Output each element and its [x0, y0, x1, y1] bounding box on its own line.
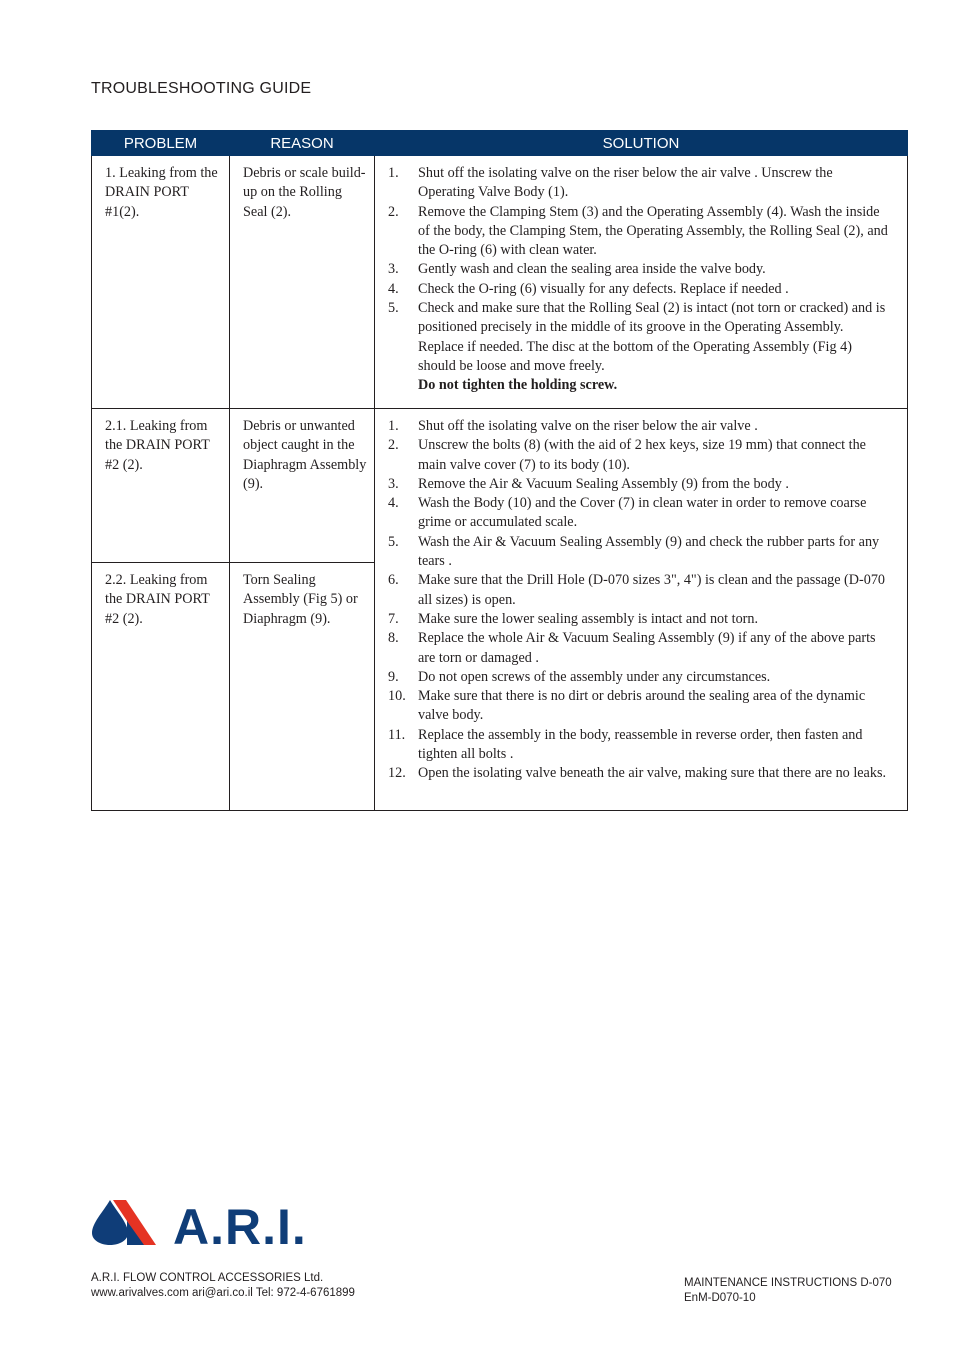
doc-title: MAINTENANCE INSTRUCTIONS D-070	[684, 1277, 892, 1289]
step-number: 11.	[388, 726, 406, 743]
step-text: Make sure the lower sealing assembly is intact and not torn.	[418, 610, 759, 627]
step-text: Remove the Clamping Stem (3) and the Operating Assembly (4). Wash the inside of the body, the Clamping Stem, the Operating Assembly, the Rolling Seal (2), and the O-ring (6) with clean water.	[418, 203, 888, 259]
warning-note: Do not tighten the holding screw.	[418, 377, 618, 394]
solution-step	[388, 610, 891, 629]
step-number: 4.	[388, 280, 399, 297]
step-number: 2.	[388, 203, 399, 220]
solution-steps	[388, 417, 891, 784]
step-text: Unscrew the bolts (8) (with the aid of 2 hex keys, size 19 mm) that connect the main valve cover (7) to its body (10).	[418, 437, 866, 473]
solution-step	[388, 629, 891, 668]
step-number: 4.	[388, 495, 399, 512]
company-name: A.R.I. FLOW CONTROL ACCESSORIES Ltd.	[91, 1272, 324, 1284]
step-number: 7.	[388, 610, 399, 627]
solution-step	[388, 475, 891, 494]
step-text: Open the isolating valve beneath the air valve, making sure that there are no leaks.	[418, 765, 887, 782]
step-text: Make sure that there is no dirt or debris around the sealing area of the dynamic valve body.	[418, 688, 866, 724]
step-number: 3.	[388, 261, 399, 278]
step-text: Replace the whole Air & Vacuum Sealing Assembly (9) if any of the above parts are torn or damaged .	[418, 630, 876, 666]
solution-step	[388, 436, 891, 475]
solution-step	[388, 203, 891, 261]
solution-cell	[375, 409, 908, 811]
company-contact: www.arivalves.com ari@ari.co.il Tel: 972-4-6761899	[91, 1286, 355, 1299]
solution-step	[388, 260, 891, 279]
solution-step	[388, 726, 891, 765]
table-header-row	[92, 131, 908, 156]
solution-step	[388, 533, 891, 572]
solution-step	[388, 687, 891, 726]
troubleshooting-table	[91, 130, 908, 811]
reason-cell: Debris or unwanted object caught in the Diaphragm Assembly (9).	[230, 409, 375, 563]
problem-cell: 2.1. Leaking from the DRAIN PORT #2 (2).	[92, 409, 230, 563]
reason-cell: Torn Sealing Assembly (Fig 5) or Diaphragm (9).	[230, 563, 375, 811]
step-text: Do not open screws of the assembly under any circumstances.	[418, 668, 771, 685]
step-text: Check and make sure that the Rolling Seal (2) is intact (not torn or cracked) and is positioned precisely in the middle of its groove in the Operating Assembly. Replace if needed. The disc at the bottom of the Operating Assembly (Fig 4) should be loose and move freely.	[418, 300, 886, 374]
solution-step	[388, 668, 891, 687]
solution-step	[388, 494, 891, 533]
reason-cell: Debris or scale build-up on the Rolling Seal (2).	[230, 156, 375, 409]
step-text: Gently wash and clean the sealing area inside the valve body.	[418, 261, 766, 278]
solution-step	[388, 164, 891, 203]
step-number: 9.	[388, 668, 399, 685]
header-solution: SOLUTION	[375, 131, 908, 156]
solution-step	[388, 571, 891, 610]
step-text: Check the O-ring (6) visually for any defects. Replace if needed .	[418, 280, 789, 297]
step-number: 8.	[388, 630, 399, 647]
logo-text: A.R.I.	[173, 1199, 307, 1246]
step-text: Make sure that the Drill Hole (D-070 sizes 3", 4") is clean and the passage (D-070 all sizes) is open.	[418, 572, 886, 608]
step-number: 6.	[388, 572, 399, 589]
header-problem: PROBLEM	[92, 131, 230, 156]
step-number: 1.	[388, 418, 399, 434]
company-info	[91, 1271, 355, 1300]
step-number: 3.	[388, 475, 399, 492]
step-text: Shut off the isolating valve on the riser below the air valve .	[418, 418, 758, 434]
solution-step	[388, 280, 891, 299]
step-number: 10.	[388, 688, 406, 705]
table-row	[92, 156, 908, 409]
step-number: 2.	[388, 437, 399, 454]
page-title: TROUBLESHOOTING GUIDE	[91, 80, 312, 97]
header-reason: REASON	[230, 131, 375, 156]
step-number: 5.	[388, 300, 399, 317]
step-text: Wash the Body (10) and the Cover (7) in clean water in order to remove coarse grime or accumulated scale.	[418, 495, 867, 531]
step-text: Remove the Air & Vacuum Sealing Assembly (9) from the body .	[418, 475, 789, 492]
step-number: 12.	[388, 765, 406, 782]
step-text: Replace the assembly in the body, reassemble in reverse order, then fasten and tighten all bolts .	[418, 726, 863, 763]
step-text: Wash the Air & Vacuum Sealing Assembly (9) and check the rubber parts for any tears .	[418, 533, 880, 570]
document-reference	[684, 1276, 892, 1305]
problem-cell: 1. Leaking from the DRAIN PORT #1(2).	[92, 156, 230, 409]
problem-cell: 2.2. Leaking from the DRAIN PORT #2 (2).	[92, 563, 230, 811]
solution-steps	[388, 164, 891, 376]
step-number: 1.	[388, 165, 399, 181]
ari-logo	[91, 1198, 316, 1246]
step-text: Shut off the isolating valve on the riser below the air valve . Unscrew the Operating Valve Body (1).	[418, 165, 833, 201]
solution-cell	[375, 156, 908, 409]
solution-step	[388, 417, 891, 436]
solution-step	[388, 764, 891, 783]
table-row	[92, 409, 908, 563]
solution-step	[388, 299, 891, 376]
step-number: 5.	[388, 533, 399, 550]
doc-code: EnM-D070-10	[684, 1291, 756, 1304]
